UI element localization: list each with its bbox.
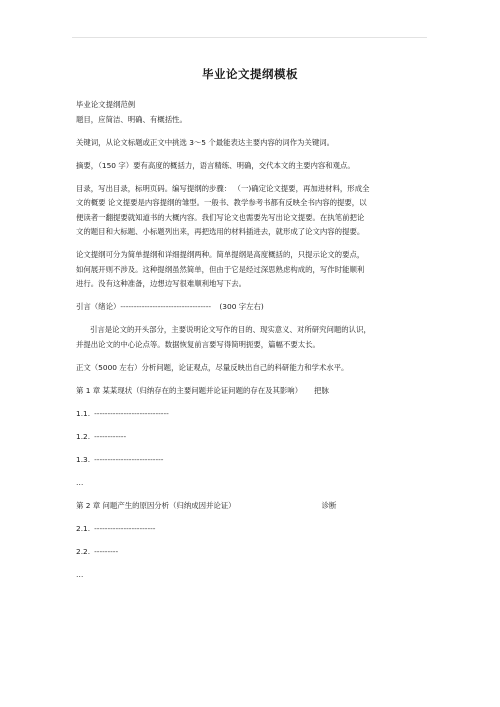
chapter-2-heading xyxy=(76,499,432,514)
header-rule xyxy=(72,37,427,38)
outline-line: 进行。没有这种准备，边想边写很难顺利地写下去。 xyxy=(76,279,246,288)
chapter-1-title: 第 1 章 某某现状（归纳存在的主要问题并论证问题的存在及其影响） xyxy=(76,385,303,395)
abstract-paragraph: 摘要，（150 字）要有高度的概括力，语言精练、明确，交代本文的主要内容和观点。 xyxy=(76,160,355,170)
section-item: 1.2. ------------ xyxy=(76,431,127,441)
section-item: 1.1. ---------------------------- xyxy=(76,408,169,418)
outline-line: 论文提纲可分为简单提纲和详细提纲两种。简单提纲是高度概括的，只提示论文的要点， xyxy=(76,250,365,259)
body-text: 正文（5000 左右）分析问题，论证观点，尽量反映出自己的科研能力和学术水平。 xyxy=(76,362,349,372)
intro-body-line: 引言是论文的开头部分，主要说明论文写作的目的、现实意义、对所研究问题的认识， xyxy=(90,325,371,334)
sample-heading: 毕业论文提纲范例 xyxy=(76,100,136,109)
catalog-line: 目录，写出目录，标明页码。编写提纲的步骤： （一)确定论文提要，再加进材料，形成全 xyxy=(76,183,370,193)
catalog-paragraph xyxy=(76,182,432,240)
chapter-1-tag: 把脉 xyxy=(314,385,329,395)
keywords-paragraph: 关键词，从论文标题或正文中挑选 3～5 个最能表达主要内容的词作为关键词。 xyxy=(76,137,334,147)
ellipsis: … xyxy=(76,477,84,487)
intro-label: 引言（绪论） xyxy=(76,302,121,311)
outline-line: 如何展开则不涉及。这种提纲虽然简单，但由于它是经过深思熟虑构成的，写作时能顺利 xyxy=(76,264,365,274)
section-item: 2.1. ----------------------- xyxy=(76,523,156,533)
catalog-line: 文的概要 论文提要是内容提纲的雏型。一般书、教学参考书都有反映全书内容的提要，以 xyxy=(76,198,367,207)
catalog-line: 便读者一翻提要就知道书的大概内容。我们写论文也需要先写出论文提要。在执笔前把论 xyxy=(76,212,365,222)
intro-dashes: ---------------------------------- xyxy=(120,302,212,311)
section-item: 2.2. --------- xyxy=(76,546,119,556)
document-body xyxy=(76,98,432,582)
intro-body xyxy=(76,323,432,352)
outline-paragraph xyxy=(76,248,432,292)
chapter-1-heading xyxy=(76,384,432,399)
document-title: 毕业论文提纲模板 xyxy=(202,67,298,81)
section-item: 1.3. -------------------------- xyxy=(76,454,164,464)
chapter-2-tag: 诊断 xyxy=(321,500,337,510)
title-rule: 题目，应简洁、明确、有概括性。 xyxy=(76,114,187,124)
ellipsis: … xyxy=(76,569,84,579)
intro-body-line: 并提出论文的中心论点等。数据恢复前言要写得简明扼要，篇幅不要太长。 xyxy=(76,339,320,349)
catalog-line: 文的题目和大标题、小标题列出来，再把选用的材料插进去，就形成了论文内容的提要。 xyxy=(76,227,365,236)
intro-heading xyxy=(76,300,432,315)
chapter-2-title: 第 2 章 问题产生的原因分析（归纳成因并论证） xyxy=(76,500,236,510)
intro-note: (300 字左右) xyxy=(219,302,264,311)
